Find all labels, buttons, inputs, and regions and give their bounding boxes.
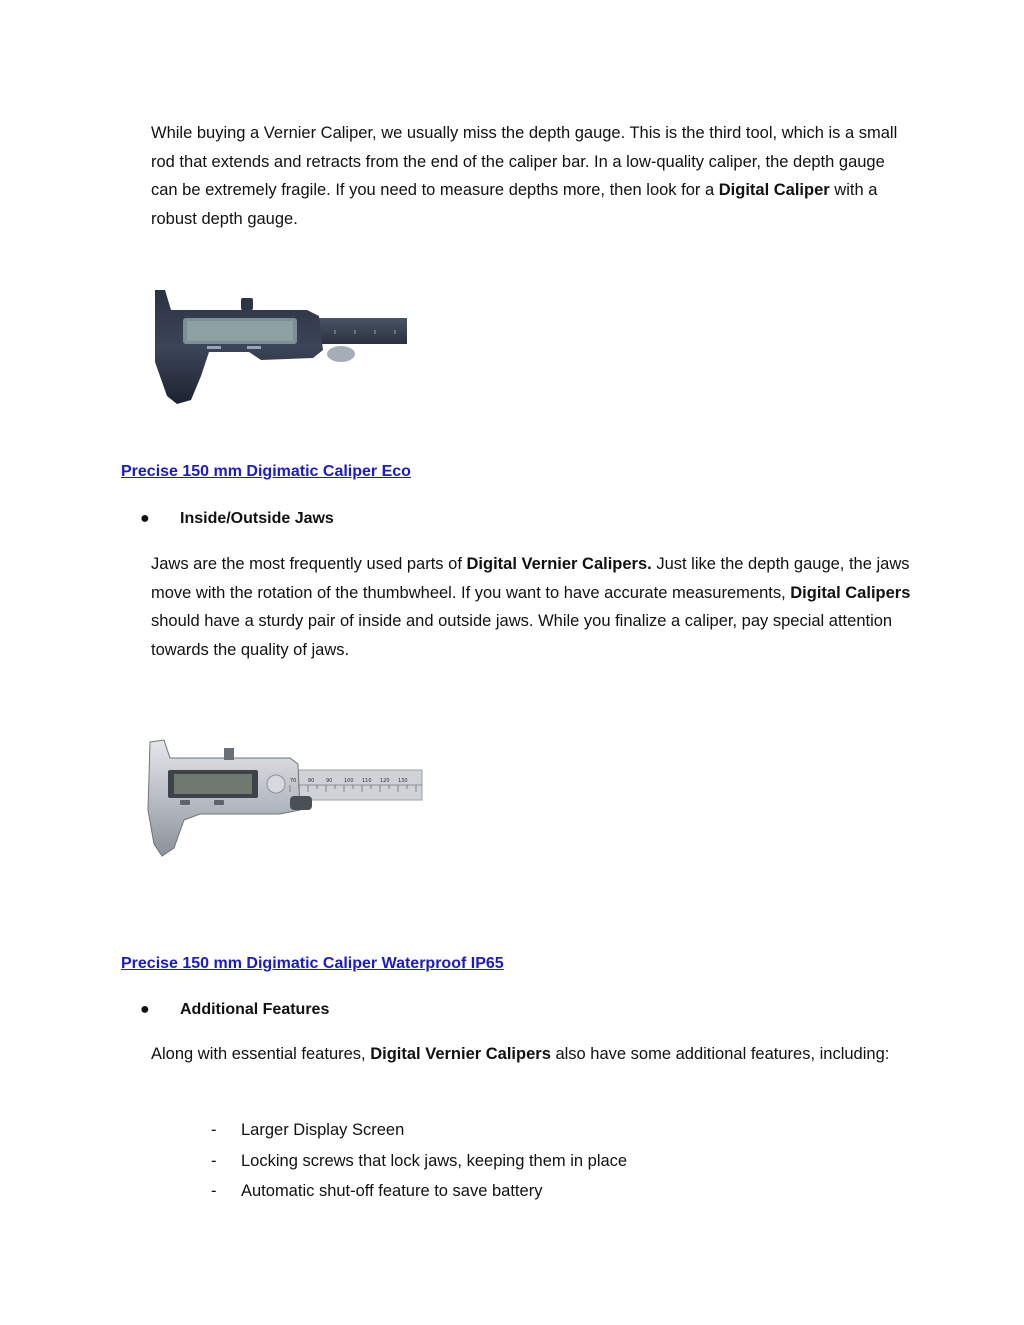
scale-label: 100 xyxy=(344,778,354,784)
jaws-text-3: should have a sturdy pair of inside and outside jaws. While you finalize a caliper, pay special attention towards the quality of jaws. xyxy=(151,612,893,659)
jaws-text-1: Jaws are the most frequently used parts of xyxy=(151,555,467,573)
jaws-paragraph xyxy=(151,550,911,664)
features-text-1: Along with essential features, xyxy=(151,1045,371,1063)
features-bold: Digital Vernier Calipers xyxy=(370,1045,551,1063)
jaws-bold-2: Digital Calipers xyxy=(790,583,911,602)
features-list xyxy=(211,1115,627,1207)
bullet-icon: ● xyxy=(140,510,150,527)
list-item: - Locking screws that lock jaws, keeping them in place xyxy=(211,1151,628,1170)
product-link-waterproof[interactable]: Precise 150 mm Digimatic Caliper Waterproof IP65 xyxy=(121,955,504,972)
scale-label: 130 xyxy=(398,778,408,784)
waterproof-caliper-image xyxy=(140,736,424,860)
bullet-icon: ● xyxy=(140,1001,150,1018)
section-heading-jaws: Inside/Outside Jaws xyxy=(180,510,334,527)
scale-label: 120 xyxy=(380,778,390,784)
intro-paragraph xyxy=(151,119,911,233)
product-link-eco[interactable]: Precise 150 mm Digimatic Caliper Eco xyxy=(121,463,411,480)
features-text-2: also have some additional features, including: xyxy=(550,1045,890,1063)
features-paragraph xyxy=(151,1040,911,1069)
bullet-additional-features xyxy=(140,999,329,1021)
list-item: - Larger Display Screen xyxy=(211,1121,405,1139)
scale-label: 90 xyxy=(326,778,333,784)
section-heading-features: Additional Features xyxy=(180,1001,330,1018)
jaws-bold-1: Digital Vernier Calipers. xyxy=(466,555,652,573)
intro-text: While buying a Vernier Caliper, we usually miss the depth gauge. This is the third tool, which is a small rod that extends and retracts from the end of the caliper bar. In a low-quality caliper, the depth gauge can be extremely fragile. If you need to measure depths more, then look for a xyxy=(151,124,898,199)
list-item: - Automatic shut-off feature to save battery xyxy=(211,1182,543,1200)
bullet-inside-outside-jaws xyxy=(140,508,334,530)
intro-bold: Digital Caliper xyxy=(718,181,830,199)
scale-label: 70 xyxy=(290,778,297,784)
scale-label: 80 xyxy=(308,778,315,784)
jaws-text-2: Just like the depth gauge, the jaws move with the rotation of the thumbwheel. If you want to have accurate measurements, xyxy=(151,555,910,602)
scale-label: 110 xyxy=(362,778,372,784)
intro-text-end: with a robust depth gauge. xyxy=(151,181,878,228)
digital-caliper-image xyxy=(121,272,411,414)
